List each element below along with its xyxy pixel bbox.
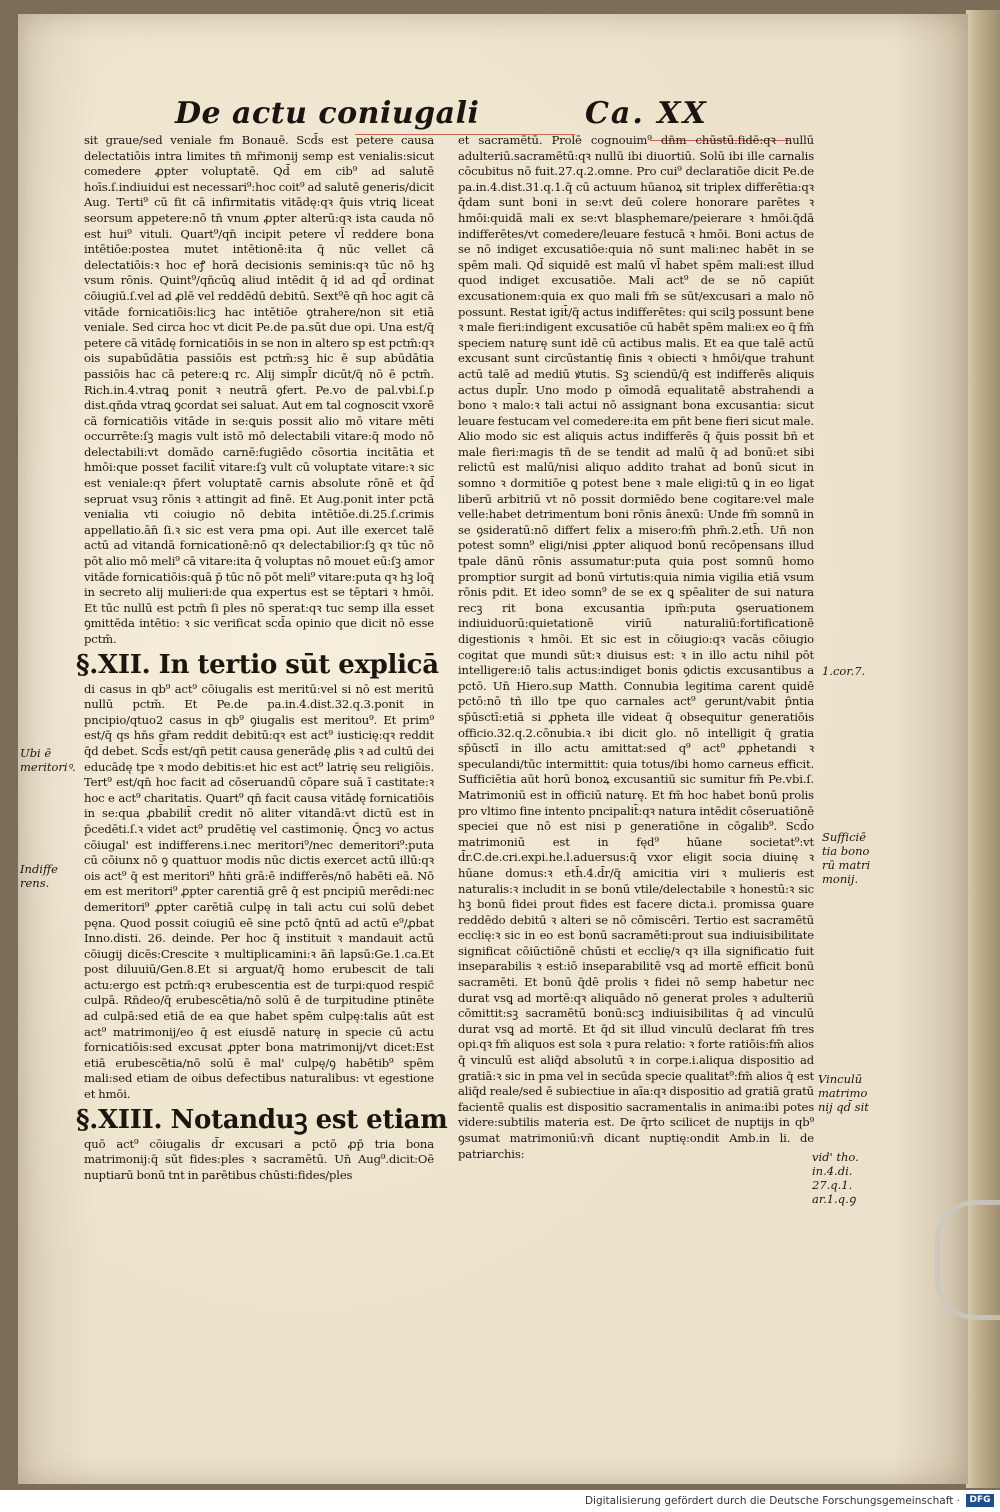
right-column (458, 133, 814, 1162)
left-text-block-3: quō act⁹ cōiugalis d̄r excusari a pctō ꝓp̄ tria bona matrimonij:q̄ sūt fides:ples ꝛ sacramētū. Un̄ Aug⁹.dicit:Oē nuptiarū bonū tnt in parētibus chūsti:fides/ples (84, 1136, 434, 1182)
running-head-chapter: Ca. XX (585, 96, 708, 131)
footer-credit: Digitalisierung gefördert durch die Deutsche Forschungsgemeinschaft · (584, 1495, 960, 1507)
footer-bar (0, 1490, 1000, 1512)
left-column (76, 133, 448, 1183)
right-text-block-1: et sacramētū. Prolē cognouim⁹ dn̄m chūstū.fidē:qꝛ nullū adulteriū.sacramētū:qꝛ nullū ibi diuortiū. Solū ibi ille carnalis cōcubitus nō fuit.27.q.2.omne. Pro cui⁹ declaratiōe dicit Pe.de pa.in.4.dist.31.q.1.q̄ cū actuum hūanoꝝ sit triplex differētia:qꝛ q̄dam sunt boni in se:vt deū colere honorare parētes ꝛ hmōi:quidā mali ex se:vt blasphemare/peierare ꝛ hmōi.q̄dā indifferētes/vt comedere/leuare festucā ꝛ hmōi. Boni actus de se nō indiget excusatiōe:quia nō sunt mali:nec habēt in se spēm mali. Qd̄ siquidē est malū vl̄ habet spēm mali:est illud quod indiget excusatiōe. Mali act⁹ de se nō capiūt excusationem:quia ex quo mali fm̄ se sūt/excusari a malo nō possunt. Restat igit̄/q̄ actus indifferētes: qui scilꝫ possunt bene ꝛ male fieri:indigent excusatiōe cū habēt spēm mali:ex eo q̄ fm̄ speciem naturę sunt idē cū actibus malis. Et ea que talē actū excusant sunt circūstantię finis ꝛ obiecti ꝛ hmōi/que trahunt actū talē ad mediū ꝟtutis. Sꝫ sciendū/q̄ est indifferēs aliquis actus dupl̄r. Uno modo p oīmodā equalitatē abstrahendi a bono ꝛ malo:ꝛ tali actui nō assignant bona excusantia: sicut leuare festucam vel comedere:ita em pn̄t bene fieri sicut male. Alio modo sic est aliquis actus indifferēs q̄ q̄uis possit bñ et male fieri:magis tn̄ de se tendit ad malū q̄ ad bonū:et sibi relictū est malū/nisi aliquo addito trahat ad bonū sicut in somno ꝛ dormitiōe ꝗ potest bene ꝛ male eligi:tū ꝗ in eo ligat liberū arbitriū vt nō possit dormiēdo bene cogitare:vel male velle:habet detrimentum boni rōnis ānexū: Unde fm̄ somnū in se ꝯsideratū:nō differt felix a misero:fm̄ phm̄.2.eth̄. Un̄ non potest somn⁹ eligi/nisi ꝓpter aliquod bonū recōpensans illud tpale dānū rōnis assumatur:puta quia post somnū homo promptior surgit ad bonū virtutis:quia nimia vigilia etiā vsum rōnis pdit. Et ideo somn⁹ de se ex ꝗ spēaliter de sui natura recꝫ rit bona excusantia ipm̄:puta ꝯseruationem indiuiduorū:quietationē viriū naturaliū:fortificationē digestionis ꝛ hmōi. Et sic est in cōiugio:qꝛ vacās cōiugio cogitat que mundi sūt:ꝛ diuisus est: ꝛ in illo actu nihil pōt intelligere:iō talis actus:indiget bonis ꝯdictis excusantibus a pctō. Un̄ Hiero.sup Matth. Connubia legitima carent quidē pctō:nō tñ illo tpe quo carnales act⁹ gerunt/vabit p̄ntia sp̄ūsctī:etiā si ꝓpheta ille videat q̄ obsequitur generatiōis officio.32.q.2.cōnubia.ꝛ ibi dicit glo. nō intelligit q̄ gratia sp̄ūsctī in illo actu amittat:sed q⁹ act⁹ ꝓphetandi ꝛ speculandi/tūc intermittit: quia totus/ibi homo carneus efficit. Sufficiētia aūt horū bonoꝝ excusantiū sic sumitur fm̄ Pe.vbi.ſ. Matrimoniū est in officiū naturę. Et fm̄ hoc habet bonū prolis pro vltimo fine intento pncipalit̄:qꝛ natura intēdit cōseruatiōnē speciei que nō est nisi p generatiōne in cōgalib⁹. Scd̄o matrimoniū est in fęd⁹ hūane societat⁹:vt d̄r.C.de.cri.expi.he.l.aduersus:q̄ vxor eligit socia diuinę ꝛ hūane domus:ꝛ eth̄.4.d̄r/q̄ amicitia viri ꝛ mulieris est naturalis:ꝛ includit in se bonū vtile/delectabile ꝛ honestū:ꝛ sic hꝫ bonū fidei prout fides est facere dicta.i. promissa ꝯuare reddēdo debitū ꝛ alteri se nō cōmiscēri. Tertio est sacramētū ecclię:ꝛ sic in eo est bonū sacramēti:prout sua indiuisibilitate significat cōiūctiōnē chūsti et ecclię/ꝛ qꝛ illa significatio fuit inseparabilis ꝛ est:iō inseparabilitē vsꝗ ad mortē efficit bonū sacramēti. Et bonū q̄dē prolis ꝛ fidei nō semp habetur nec durat vsꝗ ad mortē:qꝛ aliquādo nō generat proles ꝛ adulteriū cōmittit:sꝫ sacramētū bonū:scꝫ indiuisibilitas q̄ ad vinculū durat vsꝗ ad mortē. Et q̄d sit illud vinculū declarat fm̄ tres opi.qꝛ fm̄ aliquos est sola ꝛ pura relatio: ꝛ forte ratiōis:fm̄ alios q̄ vinculū est aliq̄d absolutū ꝛ in corpe.i.aliqua dispositio ad gratiā:ꝛ sic in pma vel in secūda specie qualitat⁹:fm̄ alios q̄ est aliq̄d reale/sed ē subiectiue in aīa:qꝛ dispositio ad gratiā gratū facientē qualis est dispositio sacramentalis in anima:ibi potes videre:subtilis materia est. De q̄rto scilicet de nuptijs in qb⁹ ꝯsumat matrimoniū:vn̄ dicant nuptię:ondit Amb.in li. de patriarchis: (458, 133, 814, 1161)
margin-note-1-cor-7: 1.cor.7. (822, 664, 866, 678)
section-heading-xii: §.XII. In tertio sūt explicā (76, 649, 439, 680)
page-clip (935, 1200, 1000, 1320)
dfg-logo: DFG (966, 1494, 994, 1507)
running-head (175, 96, 735, 136)
running-head-title: De actu coniugali (175, 96, 480, 131)
margin-note-indifferens: Indiffe rens. (20, 862, 58, 890)
margin-note-sufficientia: Sufficiē tia bono rū matri monij. (822, 830, 871, 886)
margin-note-ubi-meritorius: Ubi ē meritoriꝰ. (20, 746, 76, 774)
left-text-block-1: sit graue/sed veniale fm Bonauē. Scd̄s est petere causa delectatiōis intra limites tn̄ mr̄imonij semp est venialis:sicut comedere ꝓpter voluptatē. Qd̄ em cib⁹ ad salutē hoīs.ſ.indiuidui est necessari⁹:hoc coit⁹ ad salutē generis/dicit Aug. Terti⁹ cū fit cā infirmitatis vitādę:qꝛ q̄uis vtriꝗ liceat seorsum appetere:nō tn̄ vnum ꝓpter alterū:qꝛ ista cauda nō est hui⁹ vituli. Quart⁹/qn̄ incipit petere vl̄ reddere bona intētiōe:postea mutet intētionē:ita q̄ nūc vellet cā delectatiōis:ꝛ hoc eꝭ horā decisionis seminis:qꝛ tūc nō hꝫ vsum rōnis. Quint⁹/qn̄cūꝗ aliud intēdit q̄ id ad qd̄ ordinat cōiugiū.ſ.vel ad ꝓlē vel reddēdū debitū. Sext⁹ē qn̄ hoc agit cā vitāde fornicatiōis:licꝫ hac intētiōe ꝯtrahere/non sit etiā veniale. Sed circa hoc vt dicit Pe.de pa.sūt due opi. Una est/q̄ petere cā vitādę fornicatiōis in se non in altero sp est pctm̄:qꝛ ois supabūdātia passiōis est pctm̄:sꝫ hic ē sup abūdātia passiōis hac cā petere:ꝗ rc. Alij simpl̄r dicūt/q̄ nō ē pctm̄. Rich.in.4.vtraꝗ ponit ꝛ neutrā ꝯfert. Pe.vo de pal.vbi.ſ.p dist.qn̄da vtraꝗ ꝯcordat sei saluat. Aut em tal cognoscit vxorē cā fornicatiōis vitāde in se:ꝗuis possit alio mō vitare mēti occurrēte:ſꝫ magis vult istō mō delectabili vitare:q̄ modo nō delectabili:vt domādo carnē:fugiēdo cōsortia incitātia et hmōi:que posset facilit̄ vitare:ſꝫ vult cū voluptate vitare:ꝛ sic est veniale:qꝛ p̄fert voluptatē carnis absolute rōnē et q̄d̄ sepruat vsuꝫ rōnis ꝛ attingit ad finē. Et Aug.ponit inter pctā venialia vti coiugio nō debita intētiōe.di.25.ſ.crimis appellatio.ān̄ ſi.ꝛ sic est vera pma opi. Aut ille exercet talē actū ad vitandā fornicationē:nō qꝛ delectabilior:ſꝫ qꝛ tūc nō pōt alio mō meli⁹ cā vitare:ita q̄ voluptas nō mouet eū:ſꝫ amor vitāde fornicatiōis:quā p̄ tūc nō pōt meli⁹ vitare:puta qꝛ hꝫ loq̄ in secreto alij mulieri:de qua expertus est se tēptari ꝛ hmōi. Et tūc nullū est pctm̄ ſi ples nō sperat:qꝛ tuc semp illa esset ꝯmittēda intētio: ꝛ sic verificat scd̄a opinio que dicit nō esse pctm̄. (84, 133, 434, 646)
left-text-block-2: di casus in qb⁹ act⁹ cōiugalis est meritū:vel si nō est meritū nullū pctm̄. Et Pe.de pa.in.4.dist.32.q.3.ponit in pncipio/qtuo2 casus in qb⁹ ꝯiugalis est meritou⁹. Et prim⁹ est/q̄ qs hn̄s gr̄am reddit debitū:qꝛ est act⁹ iusticię:qꝛ reddit q̄d debet. Scd̄s est/qn̄ petit causa generādę ꝓlis ꝛ ad cultū dei educādę tpe ꝛ modo debitis:et hic est act⁹ latrię seu religiōis. Tert⁹ est/qn̄ hoc facit ad cōseruandū cōpare suā ī castitate:ꝛ hoc e act⁹ charitatis. Quart⁹ qn̄ facit causa vitādę fornicatiōis in se:qua ꝓbabilit̄ credit nō aliter vitandā:vt dictū est in p̄cedēti.ſ.ꝛ videt act⁹ prudētię vel castimonię. Q̄ncꝫ vo actus cōiugal' est indifferens.i.nec meritori⁹/nec demeritori⁹:puta cū cōiunx nō ꝯ quattuor modis nūc dictis exercet actū illū:qꝛ ois act⁹ q̄ est meritori⁹ hn̄ti grā:ē indifferēs/nō habēti eā. Nō em est meritori⁹ ꝓpter carentiā grē q̄ est pncipiū merēdi:nec demeritori⁹ ꝓpter carētiā culpę in tali actu cui solū debet pęna. Quod possit coiugiū eē sine pctō q̄ntū ad actū e⁹/ꝓbat Inno.disti. 26. deinde. Per hoc q̄ instituit ꝛ mandauit actū cōiugij dicēs:Crescite ꝛ multiplicamini:ꝛ āñ lapsū:Ge.1.ca.Et post diluuiū/Gen.8.Et si arguat/q̄ homo erubescit de tali actu:ergo est pctm̄:qꝛ erubescentia est de turpi:quod respic̄ culpā. Rn̄deo/q̄ erubescētia/nō solū ē de turpitudine ptinēte ad culpā:sed etiā de ea que habet spēm culpę:talis aūt est act⁹ matrimonij/eo q̄ est eiusdē naturę in specie cū actu fornicatiōis:sed excusat ꝓpter bona matrimonij/vt dicet:Est etiā erubescētia/nō solū ē mal' culpę/ꝯ habētib⁹ spēm mali:sed etiam de oibus defectibus naturalibus: vt egestione et hmōi. (84, 681, 434, 1102)
margin-note-vinculum: Vinculū matrimo nij qd̄ sit (818, 1072, 869, 1114)
margin-note-vide-thomas: vid' tho. in.4.di. 27.q.1. ar.1.q.ꝯ (812, 1150, 859, 1206)
section-heading-xiii: §.XIII. Notanduꝫ est etiam (76, 1104, 448, 1135)
